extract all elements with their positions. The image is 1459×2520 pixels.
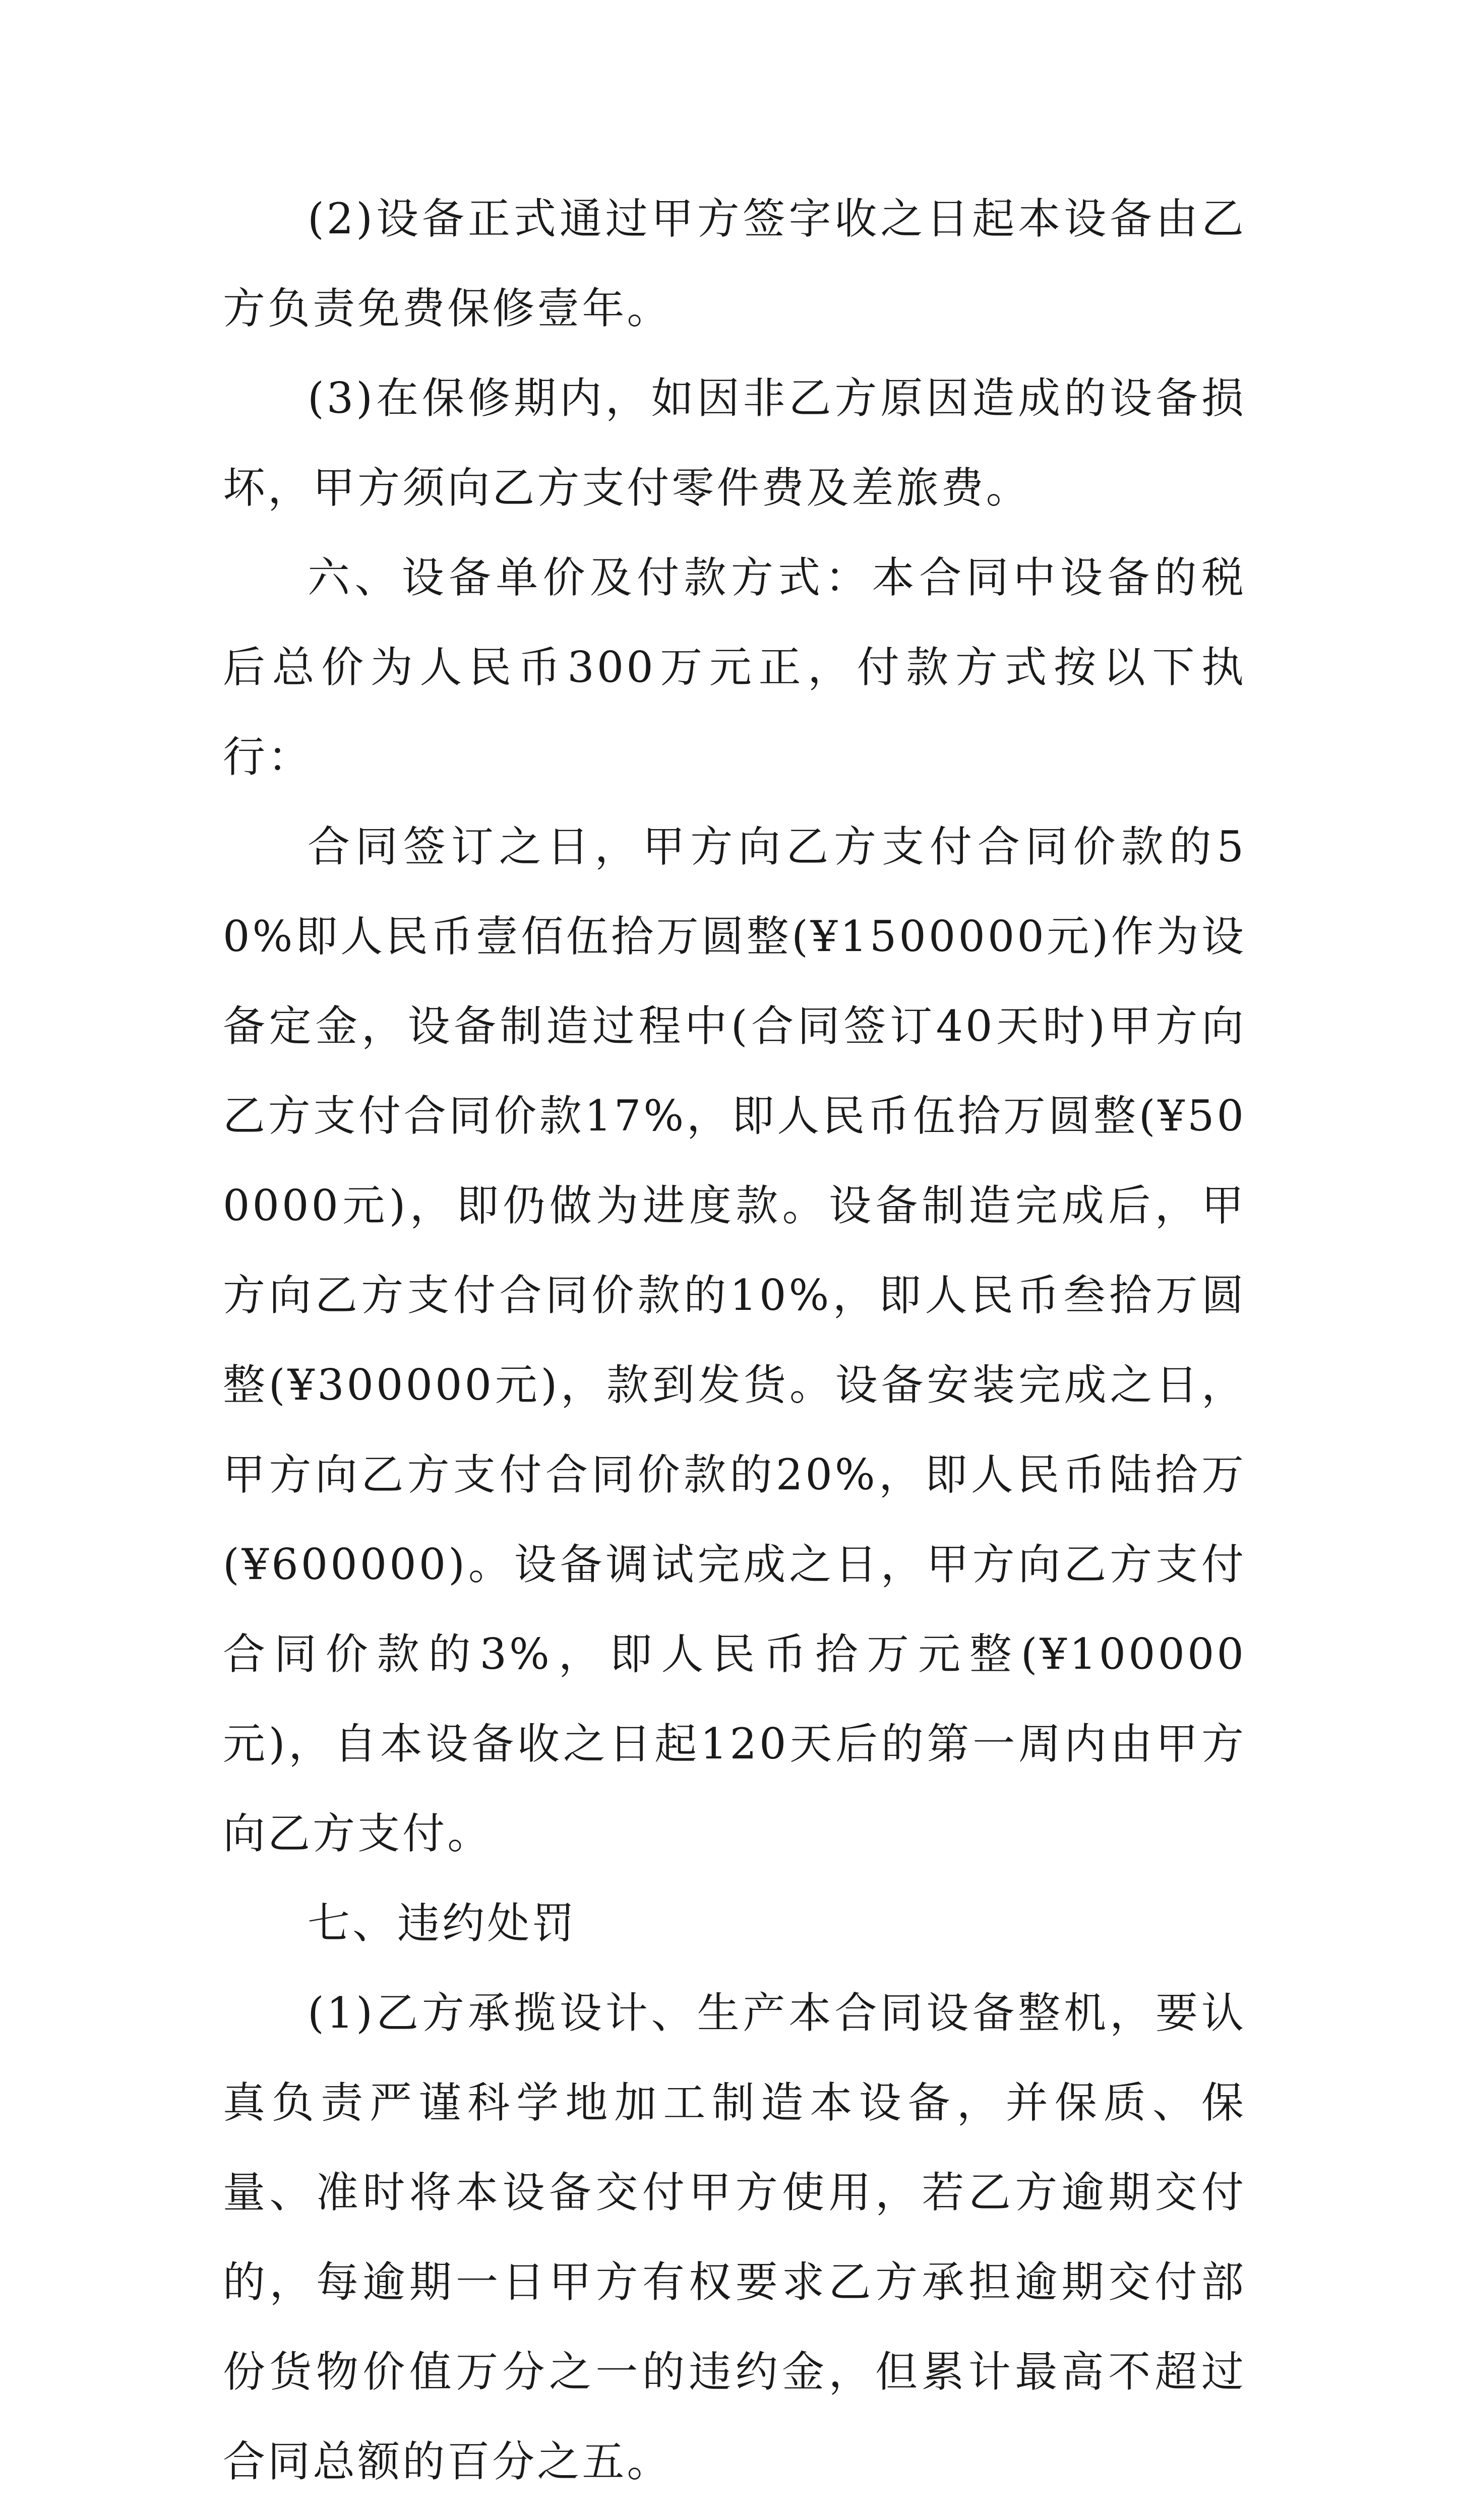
payment-schedule: 合同签订之日，甲方向乙方支付合同价款的50%即人民币壹佰伍拾万圆整(¥1500000元)作为设备定金，设备制造过程中(合同签订40天时)甲方向乙方支付合同价款17%，即人民币伍拾万圆整(¥500000元)，即仍做为进度款。设备制造完成后，甲方向乙方支付合同价款的10%，即人民币叁拾万圆整(¥300000元)，款到发货。设备安装完成之日，甲方向乙方支付合同价款的20%，即人民币陆拾万(¥600000)。设备调试完成之日，甲方向乙方支付合同价款的3%，即人民币拾万元整(¥100000元)，自本设备收之日起120天后的第一周内由甲方向乙方支付。 xyxy=(223,822,1247,1858)
warranty-clause-2: (2)设备正式通过甲方签字收之日起本设备由乙方负责免费保修壹年。 xyxy=(223,194,1246,333)
warranty-clause-3: (3)在保修期内，如因非乙方原因造成的设备损坏，甲方须向乙方支付零件费及差旅费。 xyxy=(223,373,1246,513)
document-body xyxy=(223,174,1246,2520)
penalty-clause-2 xyxy=(223,2506,1246,2520)
section-seven-heading: 七、违约处罚 xyxy=(308,1899,577,1948)
section-six-payment: 六、设备单价及付款方式：本合同中设备的税后总价为人民币300万元正，付款方式按以下执行： xyxy=(223,553,1246,782)
penalty-clause-1: (1)乙方承揽设计、生产本合同设备整机，要认真负责严谨科学地加工制造本设备，并保质、保量、准时将本设备交付甲方使用，若乙方逾期交付的，每逾期一日甲方有权要求乙方承担逾期交付部份货物价值万分之一的违约金，但累计最高不超过合同总额的百分之五。 xyxy=(223,1988,1246,2486)
